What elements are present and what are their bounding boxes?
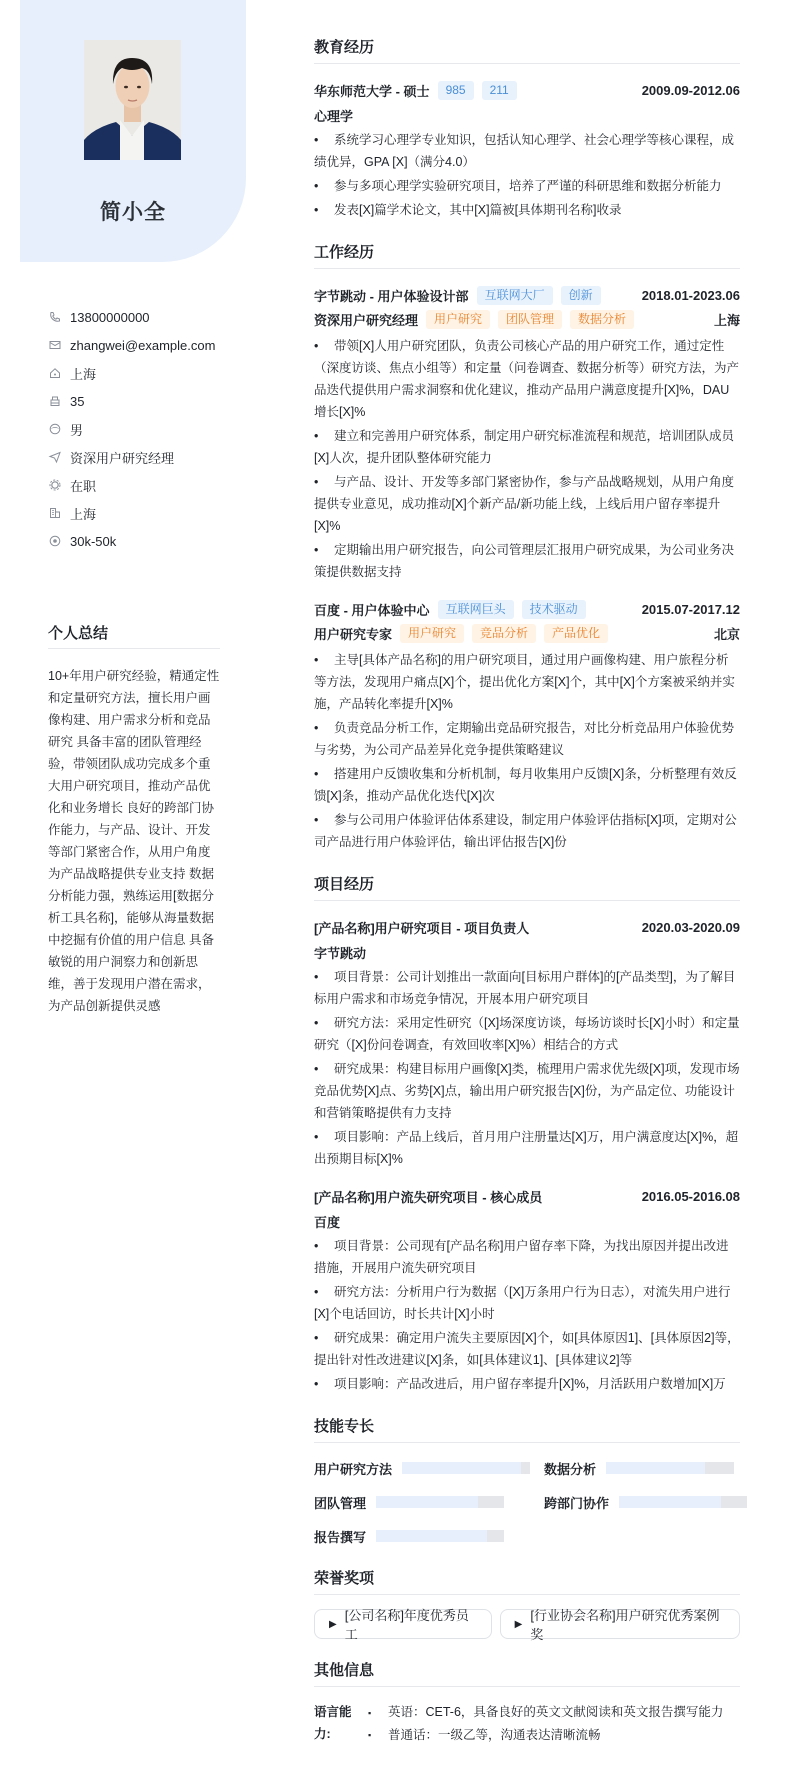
info-work-city	[48, 499, 215, 527]
info-email	[48, 331, 215, 359]
bullet-item: • 项目背景：公司计划推出一款面向[目标用户群体]的[产品类型]，为了解目标用户需求和市场竞争情况，开展本用户研究项目	[314, 966, 740, 1010]
phone-icon	[48, 310, 62, 324]
company-name: 字节跳动 - 用户体验设计部	[314, 288, 469, 304]
skill-tag: 用户研究	[426, 310, 490, 329]
company-tag: 创新	[561, 286, 601, 305]
building-icon	[48, 506, 62, 520]
project-entry	[314, 1184, 740, 1395]
date-range: 2015.07-2017.12	[641, 601, 740, 617]
bullet-list	[314, 1235, 740, 1395]
company-name: 百度 - 用户体验中心	[314, 602, 430, 618]
bullet-item: • 系统学习心理学专业知识，包括认知心理学、社会心理学等核心课程，成绩优异，GPA [X]（满分4.0）	[314, 129, 740, 173]
info-value: 30k-50k	[70, 533, 117, 549]
projects-section	[314, 873, 740, 1395]
info-salary	[48, 527, 215, 555]
skill-tag: 产品优化	[544, 624, 608, 643]
honor-label: [公司名称]年度优秀员工	[344, 1608, 469, 1642]
job-location: 北京	[713, 626, 740, 642]
personal-summary	[48, 622, 220, 1017]
skills-grid	[314, 1457, 740, 1547]
info-status	[48, 471, 215, 499]
bullet-item: • 负责竞品分析工作，定期输出竞品研究报告，对比分析竞品用户体验优势与劣势，为公司产品差异化竞争提供策略建议	[314, 717, 740, 761]
triangle-right-icon: ▶	[514, 1618, 523, 1630]
bullet-item: • 参与公司用户体验评估体系建设，制定用户体验评估指标[X]项，定期对公司产品进行用户体验评估，输出评估报告[X]份	[314, 809, 740, 853]
skills-section	[314, 1415, 740, 1547]
major: 心理学	[314, 109, 354, 124]
info-city	[48, 359, 215, 387]
skill-level-bar	[606, 1462, 734, 1474]
section-title: 项目经历	[314, 873, 740, 901]
bullet-item: • 项目影响：产品上线后，首月用户注册量达[X]万，用户满意度达[X]%，超出预期目标[X]%	[314, 1126, 740, 1170]
avatar	[84, 40, 181, 160]
section-title: 技能专长	[314, 1415, 740, 1443]
section-title: 其他信息	[314, 1659, 740, 1687]
info-value: 35	[70, 393, 85, 409]
skill-item	[314, 1457, 530, 1479]
skill-level-bar	[376, 1496, 504, 1508]
skill-level-bar	[376, 1530, 504, 1542]
skill-tag: 数据分析	[570, 310, 634, 329]
company-tag: 互联网大厂	[477, 286, 553, 305]
honors-section	[314, 1567, 740, 1642]
work-section	[314, 241, 740, 853]
other-info-section	[314, 1659, 740, 1746]
skill-level-fill	[619, 1496, 721, 1508]
language-row	[314, 1701, 740, 1746]
bullet-item: • 主导[具体产品名称]的用户研究项目，通过用户画像构建、用户旅程分析等方法，发现用户痛点[X]个，提出优化方案[X]个，其中[X]个方案被采纳并实施，产品转化率提升[X]%	[314, 649, 740, 715]
skill-level-fill	[606, 1462, 705, 1474]
summary-title: 个人总结	[48, 622, 220, 649]
age-icon	[48, 394, 62, 408]
school-tag: 985	[438, 81, 474, 100]
info-value: zhangwei@example.com	[70, 337, 216, 353]
skill-name: 报告撰写	[314, 1529, 367, 1545]
bullet-list	[314, 335, 740, 583]
section-title: 工作经历	[314, 241, 740, 269]
company-tag: 技术驱动	[522, 600, 586, 619]
skill-name: 团队管理	[314, 1495, 367, 1511]
language-item: ▪ 普通话：一级乙等，沟通表达清晰流畅	[368, 1724, 723, 1747]
honors-list	[314, 1608, 740, 1642]
project-name: [产品名称]用户流失研究项目 - 核心成员	[314, 1189, 543, 1205]
project-entry	[314, 915, 740, 1170]
bullet-item: • 研究成果：确定用户流失主要原因[X]个，如[具体原因1]、[具体原因2]等，提出针对性改进建议[X]条，如[具体建议1]、[具体建议2]等	[314, 1327, 740, 1371]
info-age	[48, 387, 215, 415]
main-content	[314, 36, 740, 1766]
section-title: 荣誉奖项	[314, 1567, 740, 1595]
gender-icon	[48, 422, 62, 436]
sidebar	[0, 0, 262, 1670]
contact-info-list	[48, 303, 215, 555]
bullet-item: • 研究方法：分析用户行为数据（[X]万条用户行为日志），对流失用户进行[X]个电话回访，时长共计[X]小时	[314, 1281, 740, 1325]
info-value: 资深用户研究经理	[70, 450, 175, 466]
project-name: [产品名称]用户研究项目 - 项目负责人	[314, 920, 530, 936]
skill-tag: 团队管理	[498, 310, 562, 329]
date-range: 2020.03-2020.09	[641, 919, 740, 935]
summary-text: 10+年用户研究经验，精通定性和定量研究方法，擅长用户画像构建、用户需求分析和竞品研究 具备丰富的团队管理经验，带领团队成功完成多个重大用户研究项目，推动产品优化和业务增长 良好的跨部门协作能力，与产品、设计、开发等部门紧密合作，从用户角度为产品战略提供专业支持 数据分析能力强，熟练运用[数据分析工具名称]，能够从海量数据中挖掘有价值的用户信息 具备敏锐的用户洞察力和创新思维，善于发现用户潜在需求，为产品创新提供灵感	[48, 669, 220, 1013]
skill-level-bar	[619, 1496, 747, 1508]
skill-level-fill	[402, 1462, 521, 1474]
honor-label: [行业协会名称]用户研究优秀案例奖	[530, 1608, 720, 1642]
education-section	[314, 36, 740, 221]
project-company: 字节跳动	[314, 946, 367, 961]
info-value: 13800000000	[70, 309, 150, 325]
work-entry	[314, 597, 740, 853]
education-entry	[314, 78, 740, 221]
bullet-item: • 参与多项心理学实验研究项目，培养了严谨的科研思维和数据分析能力	[314, 175, 740, 197]
info-value: 上海	[70, 506, 97, 522]
school-tag: 211	[482, 81, 517, 100]
candidate-name: 简小全	[100, 201, 166, 224]
skill-item	[314, 1525, 530, 1547]
info-value: 上海	[70, 366, 97, 382]
bullet-item: • 搭建用户反馈收集和分析机制，每月收集用户反馈[X]条，分析整理有效反馈[X]条，推动产品优化迭代[X]次	[314, 763, 740, 807]
status-icon	[48, 478, 62, 492]
honor-item[interactable]	[500, 1608, 740, 1642]
skill-item	[544, 1491, 747, 1513]
job-location: 上海	[713, 312, 740, 328]
school-name: 华东师范大学 - 硕士	[314, 83, 430, 99]
skill-tag: 竞品分析	[472, 624, 536, 643]
skill-tag: 用户研究	[400, 624, 464, 643]
work-entry	[314, 283, 740, 583]
honor-item[interactable]	[314, 1608, 492, 1642]
send-icon	[48, 450, 62, 464]
bullet-item: • 研究成果：构建目标用户画像[X]类，梳理用户需求优先级[X]项，发现市场竞品优势[X]点、劣势[X]点，输出用户研究报告[X]份，为产品定位、功能设计和营销策略提供有力支持	[314, 1058, 740, 1124]
skill-item	[544, 1457, 747, 1479]
language-label: 语言能力:	[314, 1705, 352, 1741]
bullet-item: • 定期输出用户研究报告，向公司管理层汇报用户研究成果，为公司业务决策提供数据支持	[314, 539, 740, 583]
bullet-list	[314, 649, 740, 853]
bullet-item: • 与产品、设计、开发等多部门紧密协作，参与产品战略规划，从用户角度提供专业意见，成功推动[X]个新产品/新功能上线，上线后用户留存率提升[X]%	[314, 471, 740, 537]
job-role: 用户研究专家	[314, 626, 393, 642]
company-tag: 互联网巨头	[438, 600, 514, 619]
project-company: 百度	[314, 1215, 341, 1230]
date-range: 2009.09-2012.06	[641, 82, 740, 98]
job-role: 资深用户研究经理	[314, 312, 419, 328]
info-value: 在职	[70, 478, 97, 494]
bullet-item: • 研究方法：采用定性研究（[X]场深度访谈，每场访谈时长[X]小时）和定量研究（[X]份问卷调查，有效回收率[X]%）相结合的方式	[314, 1012, 740, 1056]
skill-name: 跨部门协作	[544, 1495, 610, 1511]
home-icon	[48, 366, 62, 380]
mail-icon	[48, 338, 62, 352]
language-item: ▪ 英语：CET-6，具备良好的英文文献阅读和英文报告撰写能力	[368, 1701, 723, 1724]
skill-level-fill	[376, 1530, 487, 1542]
language-list	[368, 1701, 723, 1746]
bullet-item: • 项目背景：公司现有[产品名称]用户留存率下降，为找出原因并提出改进措施，开展用户流失研究项目	[314, 1235, 740, 1279]
date-range: 2016.05-2016.08	[641, 1188, 740, 1204]
skill-level-fill	[376, 1496, 478, 1508]
info-phone	[48, 303, 215, 331]
info-value: 男	[70, 422, 84, 438]
triangle-right-icon: ▶	[329, 1618, 337, 1630]
info-position	[48, 443, 215, 471]
bullet-item: • 发表[X]篇学术论文，其中[X]篇被[具体期刊名称]收录	[314, 199, 740, 221]
info-gender	[48, 415, 215, 443]
date-range: 2018.01-2023.06	[641, 287, 740, 303]
bullet-item: • 带领[X]人用户研究团队，负责公司核心产品的用户研究工作，通过定性（深度访谈、焦点小组等）和定量（问卷调查、数据分析等）研究方法，为产品迭代提供用户需求洞察和优化建议，推动产品用户满意度提升[X]%，DAU增长[X]%	[314, 335, 740, 423]
bullet-list	[314, 129, 740, 221]
bullet-item: • 建立和完善用户研究体系，制定用户研究标准流程和规范，培训团队成员[X]人次，提升团队整体研究能力	[314, 425, 740, 469]
skill-item	[314, 1491, 530, 1513]
skill-level-bar	[402, 1462, 530, 1474]
bullet-list	[314, 966, 740, 1170]
section-title: 教育经历	[314, 36, 740, 64]
skill-name: 用户研究方法	[314, 1461, 393, 1477]
bullet-item: • 项目影响：产品改进后，用户留存率提升[X]%，月活跃用户数增加[X]万	[314, 1373, 740, 1395]
skill-name: 数据分析	[544, 1461, 597, 1477]
salary-icon	[48, 534, 62, 548]
